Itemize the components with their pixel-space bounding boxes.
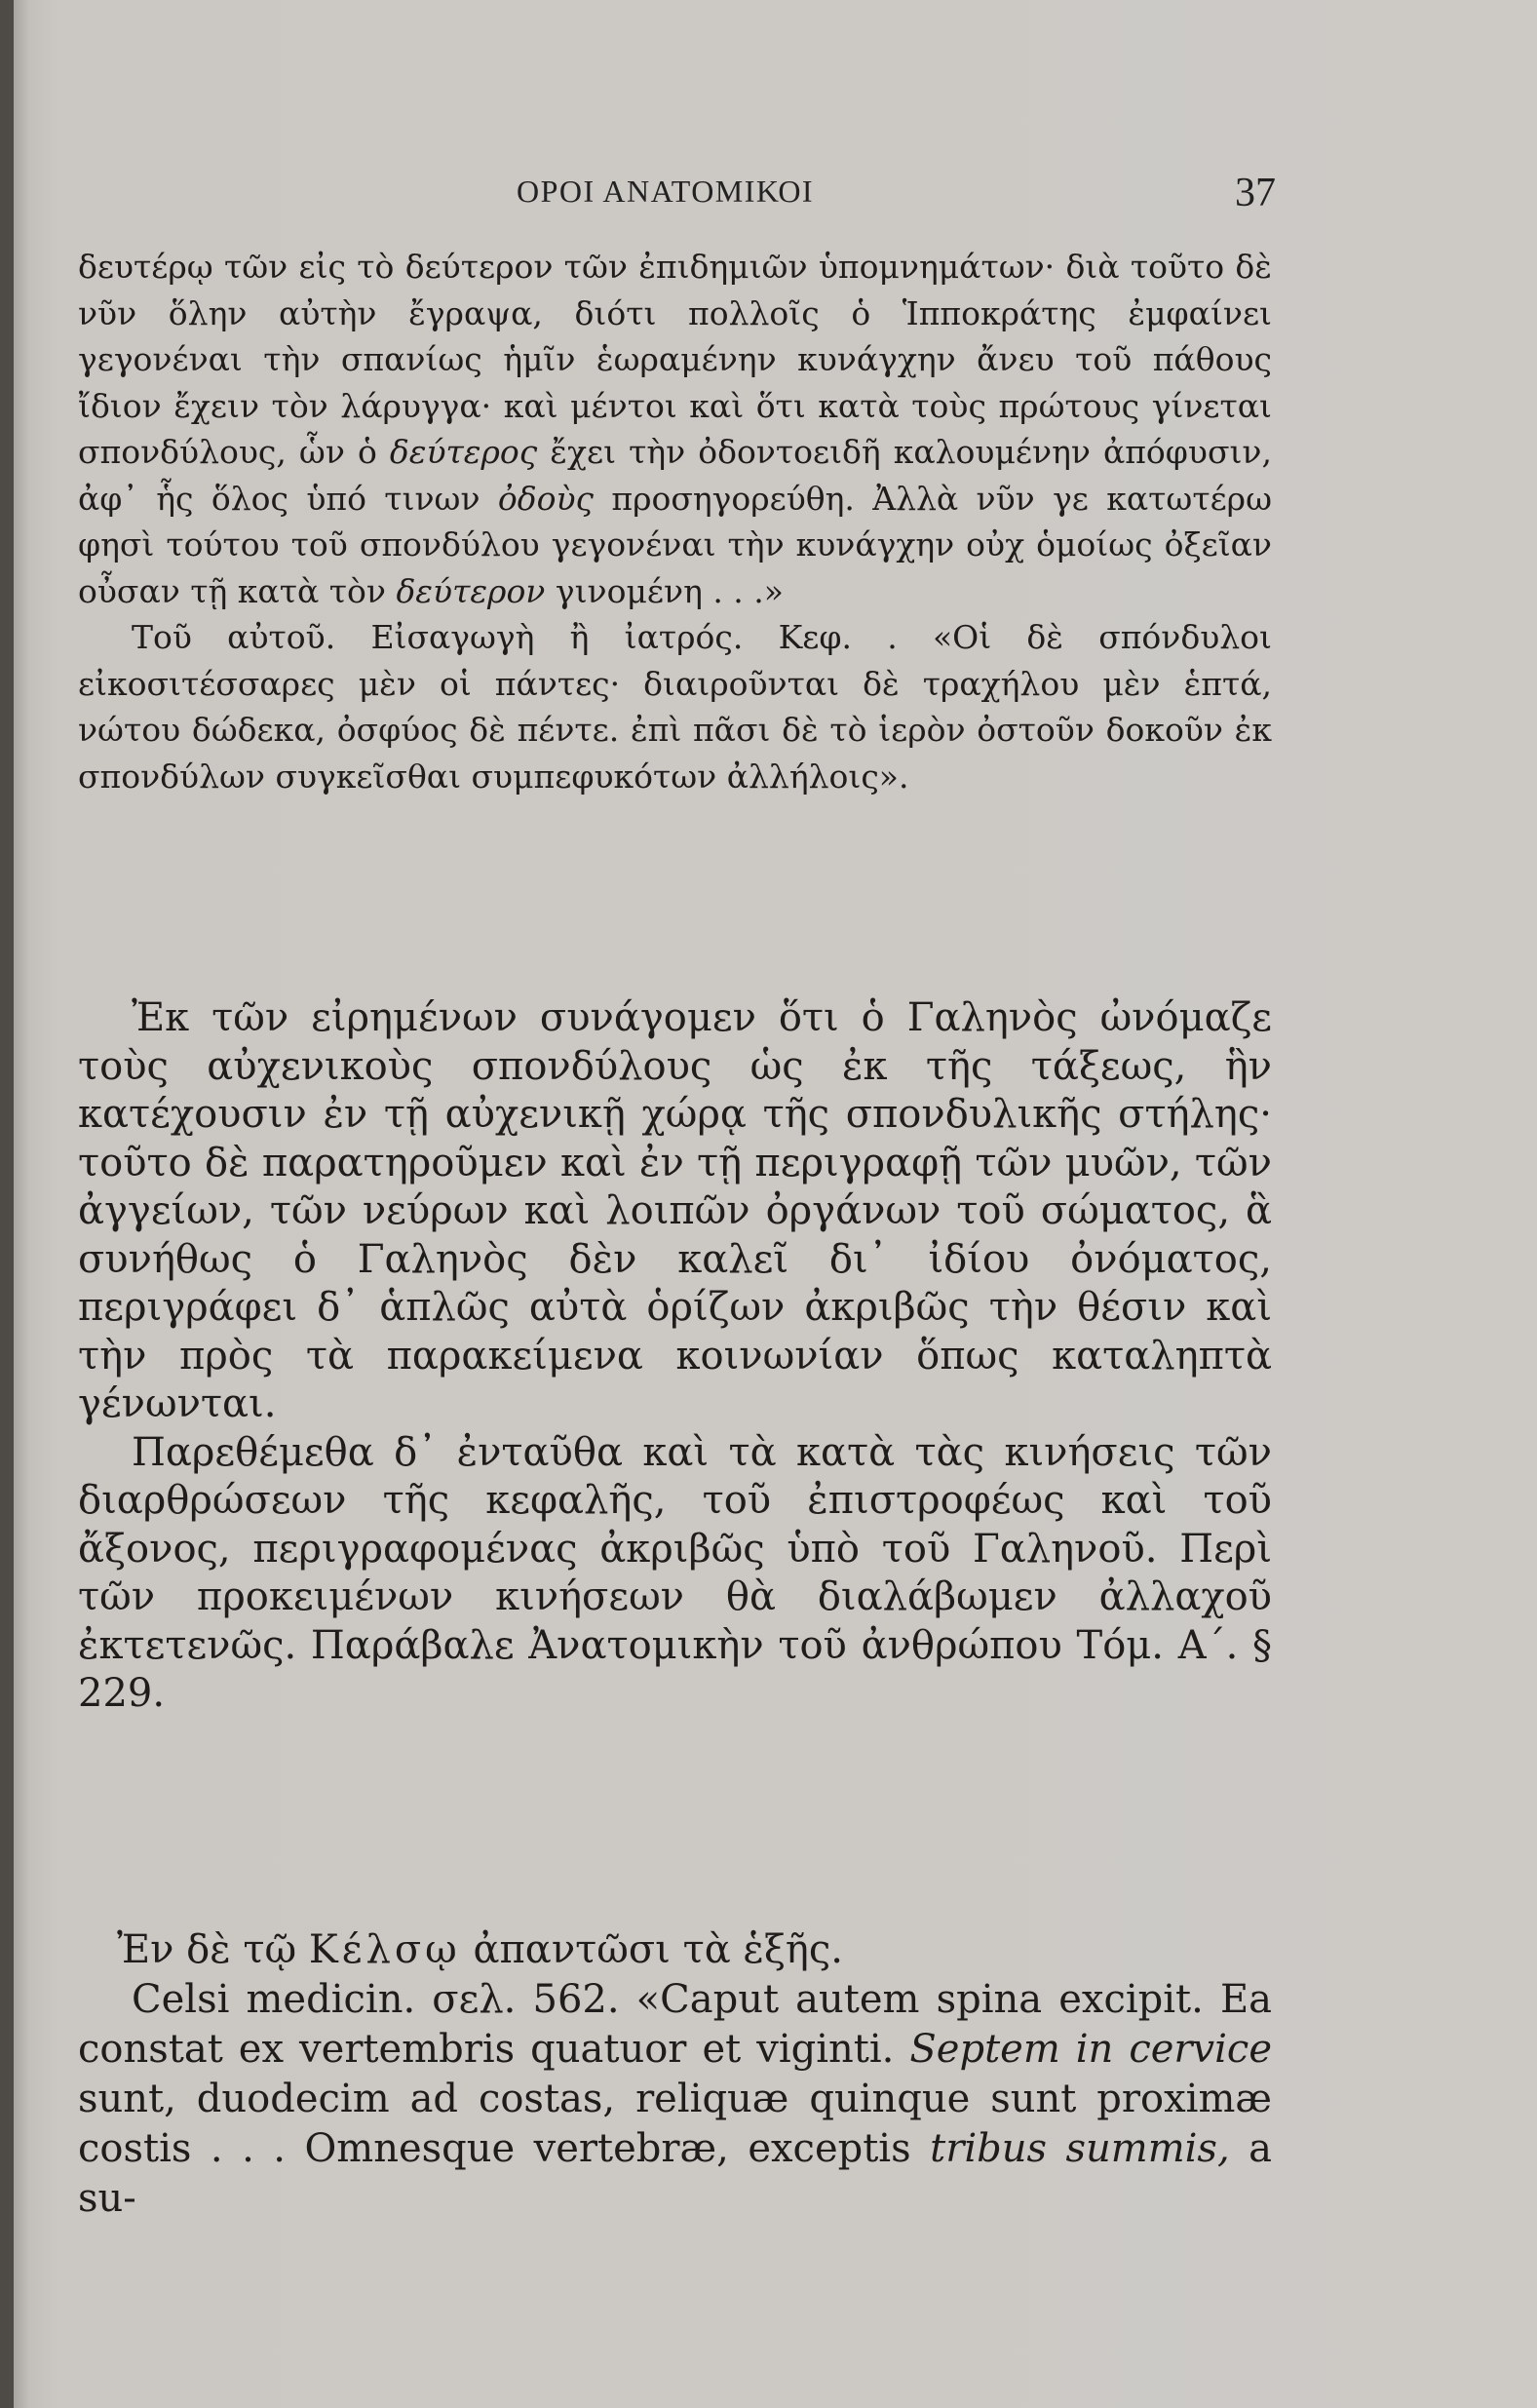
citation-intro xyxy=(78,1925,1272,1975)
latin-text: a su- xyxy=(78,2126,1273,2221)
quote-emphasis: δεύτερον xyxy=(396,571,546,610)
author-name: Κέλσῳ xyxy=(308,1927,461,1972)
quoted-text-block xyxy=(78,244,1272,799)
quote-text: γινομένη . . .» xyxy=(555,571,784,610)
page-number: 37 xyxy=(1235,171,1276,215)
latin-text: Celsi medicin. σελ. 562. «Caput autem spina excipit. Ea constat ex vertembris quatuor et viginti. xyxy=(78,1977,1272,2072)
body-paragraph-2: Παρεθέμεθα δ᾽ ἐνταῦθα καὶ τὰ κατὰ τὰς κινήσεις τῶν διαρθρώσεων τῆς κεφαλῆς, τοῦ ἐπιστροφέως καὶ τοῦ ἄξονος, περιγραφομένας ἀκριβῶς ὑπὸ τοῦ Γαληνοῦ. Περὶ τῶν προκειμένων κινήσεων θὰ διαλάβωμεν ἀλλαχοῦ ἐκτετενῶς. Παράβαλε Ἀνατομικὴν τοῦ ἀνθρώπου Τόμ. Α΄. § 229. xyxy=(78,1429,1272,1716)
quote-text: προσηγορεύθη. Ἀλλὰ νῦν γε κατωτέρω φησὶ τούτου τοῦ σπονδύλου γεγονέναι τὴν κυνάγχην οὐχ ὁμοίως ὀξεῖαν οὖσαν τῇ κατὰ τὸν xyxy=(78,479,1272,610)
quote-text: ἔχει τὴν ὀδοντοειδῆ καλουμένην ἀπόφυσιν, ἀφ᾽ ἧς ὅλος ὑπό τινων xyxy=(78,433,1272,518)
intro-text: ἀπαντῶσι τὰ ἑξῆς. xyxy=(473,1927,844,1972)
body-paragraph-1: Ἐκ τῶν εἰρημένων συνάγομεν ὅτι ὁ Γαληνὸς ὠνόμαζε τοὺς αὐχενικοὺς σπονδύλους ὡς ἐκ τῆς τάξεως, ἣν κατέχουσιν ἐν τῇ αὐχενικῇ χώρᾳ τῆς σπονδυλικῆς στήλης· τοῦτο δὲ παρατηροῦμεν καὶ ἐν τῇ περιγραφῇ τῶν μυῶν, τῶν ἀγγείων, τῶν νεύρων καὶ λοιπῶν ὀργάνων τοῦ σώματος, ἃ συνήθως ὁ Γαληνὸς δὲν καλεῖ δι᾽ ἰδίου ὀνόματος, περιγράφει δ᾽ ἁπλῶς αὐτὰ ὁρίζων ἀκριβῶς τὴν θέσιν καὶ τὴν πρὸς τὰ παρακείμενα κοινωνίαν ὅπως καταληπτὰ γένωνται. xyxy=(78,995,1272,1426)
running-title: ΟΡΟΙ ΑΝΑΤΟΜΙΚΟΙ xyxy=(517,174,815,209)
intro-text: Ἐν δὲ τῷ xyxy=(117,1927,297,1972)
page-header xyxy=(0,171,1537,232)
quote-paragraph-1 xyxy=(78,244,1272,614)
book-spine-shadow xyxy=(0,0,14,2408)
quote-paragraph-2: Τοῦ αὐτοῦ. Εἰσαγωγὴ ἢ ἰατρός. Κεφ. . «Οἱ δὲ σπόνδυλοι εἰκοσιτέσσαρες μὲν οἱ πάντες· διαιροῦνται δὲ τραχήλου μὲν ἑπτά, νώτου δώδεκα, ὀσφύος δὲ πέντε. ἐπὶ πᾶσι δὲ τὸ ἱερὸν ὀστοῦν δοκοῦν ἐκ σπονδύλων συγκεῖσθαι συμπεφυκότων ἀλλήλοις». xyxy=(78,618,1272,796)
latin-emphasis: Septem in cervice xyxy=(909,2027,1273,2072)
latin-emphasis: tribus summis, xyxy=(930,2126,1230,2171)
quote-text: δευτέρῳ τῶν εἰς τὸ δεύτερον τῶν ἐπιδημιῶν ὑπομνημάτων· διὰ τοῦτο δὲ νῦν ὅλην αὐτὴν ἔγραψα, διότι πολλοῖς ὁ Ἱπποκράτης ἐμφαίνει γεγονέναι τὴν σπανίως ἡμῖν ἑωραμένην κυνάγχην ἄνευ τοῦ πάθους ἴδιον ἔχειν τὸν λάρυγγα· καὶ μέντοι καὶ ὅτι κατὰ τοὺς πρώτους γίνεται σπονδύλους, ὧν ὁ xyxy=(78,248,1272,471)
quote-emphasis: ὀδοὺς xyxy=(497,479,595,518)
latin-citation-block xyxy=(78,1925,1272,2224)
latin-paragraph xyxy=(78,1975,1272,2224)
quote-emphasis: δεύτερος xyxy=(389,433,538,471)
latin-text: sunt, duodecim ad costas, reliquæ quinque sunt proximæ costis . . . Omnesque vertebræ, exceptis xyxy=(78,2077,1272,2171)
main-text-block xyxy=(78,994,1272,1719)
